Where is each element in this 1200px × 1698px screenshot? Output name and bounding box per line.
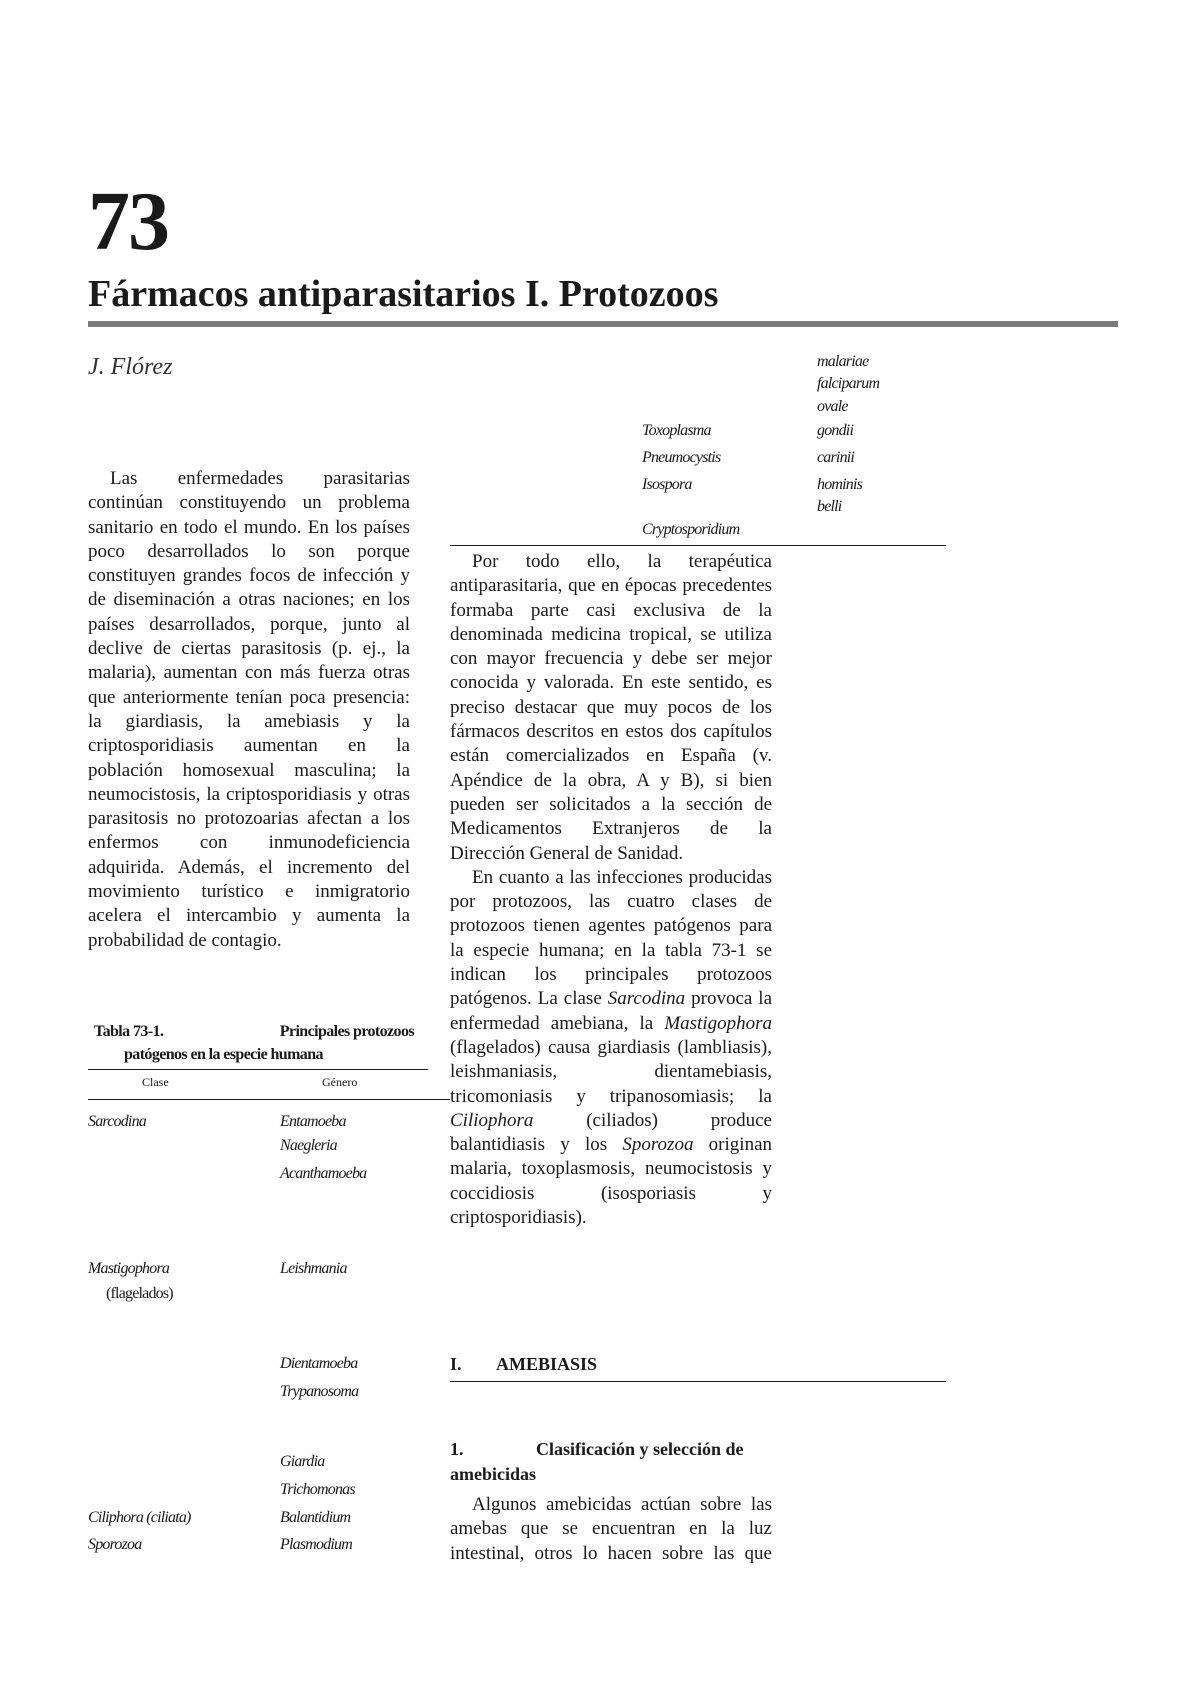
table-cell-class: Ciliphora (ciliata) — [88, 1509, 191, 1526]
table-cell-genus: Dientamoeba — [280, 1355, 358, 1372]
section-title: AMEBIASIS — [496, 1354, 598, 1374]
table-caption-title-2: patógenos en la especie humana — [124, 1046, 323, 1063]
author: J. Flórez — [88, 354, 173, 380]
section-heading — [450, 1354, 597, 1375]
intro-paragraph: Las enfermedades parasitarias continúan constituyendo un problema sanitario en todo el mundo. En los países poco desarrollados lo son porque constituyen grandes focos de infección y de diseminación a otras naciones; en los países desarrollados, porque, junto al declive de ciertas parasitosis (p. ej., la malaria), aumentan con más fuerza otras que anteriormente tenían poca presencia: la giardiasis, la amebiasis y la criptosporidiasis aumentan en la población homosexual masculina; la neumocistosis, la criptosporidiasis y otras parasitosis no protozoarias afectan a los enfermos con inmunodeficiencia adquirida. Además, el incremento del movimiento turístico e inmigratorio acelera el intercambio y aumenta la probabilidad de contagio. — [88, 468, 410, 951]
table-cell-genus: Pneumocystis — [642, 449, 721, 466]
table-cell-class-note: (flagelados) — [106, 1285, 173, 1302]
mid-text-column — [450, 550, 772, 1230]
mid-text-column-2 — [450, 1493, 772, 1566]
table-header-rule — [88, 1099, 450, 1100]
intro-text-column — [88, 467, 410, 953]
term-mastigophora: Mastigophora — [664, 1012, 772, 1034]
text-run: En cuanto a las infecciones producidas por protozoos, las cuatro clases de protozoos tienen agentes patógenos para la especie humana; en la tabla 73-1 se indican los principales protozoos patógenos. La clase — [450, 866, 772, 1010]
table-cell-genus: Cryptosporidium — [642, 521, 740, 538]
table-cell-genus: Toxoplasma — [642, 422, 711, 439]
text-run: provoca la enfermedad amebiana, la — [450, 988, 772, 1034]
table-cell-genus: Leishmania — [280, 1260, 347, 1277]
table-cell-species: malariae — [817, 353, 869, 370]
subsection-title-2: amebicidas — [450, 1464, 537, 1484]
table-caption-title-1: Principales protozoos — [279, 1023, 414, 1040]
mid-paragraph-2 — [450, 866, 772, 1230]
table-top-rule — [88, 1069, 428, 1070]
table-cell-genus: Trichomonas — [280, 1481, 355, 1498]
subsection-title-1: Clasificación y selección de — [536, 1439, 744, 1459]
term-sarcodina: Sarcodina — [607, 988, 686, 1010]
table-cell-species: gondii — [817, 422, 854, 439]
table-cell-genus: Naegleria — [280, 1137, 337, 1154]
table-cell-species: belli — [817, 498, 842, 515]
table-cell-class: Sporozoa — [88, 1536, 142, 1553]
mid-paragraph-1: Por todo ello, la terapéutica antiparasitaria, que en épocas precedentes formaba parte casi exclusiva de la denominada medicina tropical, se utiliza con mayor frecuencia y debe ser mejor conocida y valorada. En este sentido, es preciso destacar que muy pocos de los fármacos descritos en estos dos capítulos están comercializados en España (v. Apéndice de la obra, A y B), si bien pueden ser solicitados a la sección de Medicamentos Extranjeros de la Dirección General de Sanidad. — [450, 551, 772, 864]
table-cell-genus: Giardia — [280, 1453, 325, 1470]
term-sporozoa: Sporozoa — [622, 1134, 694, 1156]
table-caption-label: Tabla 73-1. — [94, 1023, 164, 1040]
table-cell-species: ovale — [817, 398, 848, 415]
term-ciliophora: Ciliophora — [450, 1109, 534, 1131]
table-cell-species: hominis — [817, 476, 863, 493]
table-cell-species: carinii — [817, 449, 855, 466]
table-cell-genus: Plasmodium — [280, 1536, 353, 1553]
text-run: originan malaria, toxoplasmosis, neumocistosis y coccidiosis (isosporiasis y criptosporidiasis). — [450, 1134, 773, 1229]
mid-paragraph-3: Algunos amebicidas actúan sobre las amebas que se encuentran en la luz intestinal, otros lo hacen sobre las que — [450, 1494, 772, 1564]
section-rule — [450, 1381, 946, 1382]
table-header-clase: Clase — [142, 1075, 169, 1089]
text-run: (flagelados) causa giardiasis (lambliasis), leishmaniasis, dientamebiasis, tricomoniasis y tripanosomiasis; la — [450, 1036, 772, 1107]
table-cell-species: falciparum — [817, 375, 880, 392]
chapter-title: Fármacos antiparasitarios I. Protozoos — [88, 273, 719, 315]
table-cell-genus: Isospora — [642, 476, 692, 493]
chapter-number: 73 — [88, 175, 168, 268]
table-header-genero: Género — [322, 1075, 358, 1089]
table-bottom-rule — [450, 545, 946, 546]
table-cell-genus: Balantidium — [280, 1509, 351, 1526]
title-rule — [88, 321, 1118, 327]
table-cell-genus: Trypanosoma — [280, 1383, 359, 1400]
section-number: I. — [450, 1354, 462, 1374]
table-caption — [94, 1020, 414, 1066]
table-cell-class: Mastigophora — [88, 1260, 170, 1277]
subsection-number: 1. — [450, 1439, 464, 1459]
text-run: (ciliados) produce balantidiasis y los — [450, 1109, 772, 1156]
table-cell-genus: Acanthamoeba — [280, 1165, 367, 1182]
subsection-heading — [450, 1437, 772, 1487]
table-cell-class: Sarcodina — [88, 1113, 146, 1130]
table-cell-genus: Entamoeba — [280, 1113, 346, 1130]
